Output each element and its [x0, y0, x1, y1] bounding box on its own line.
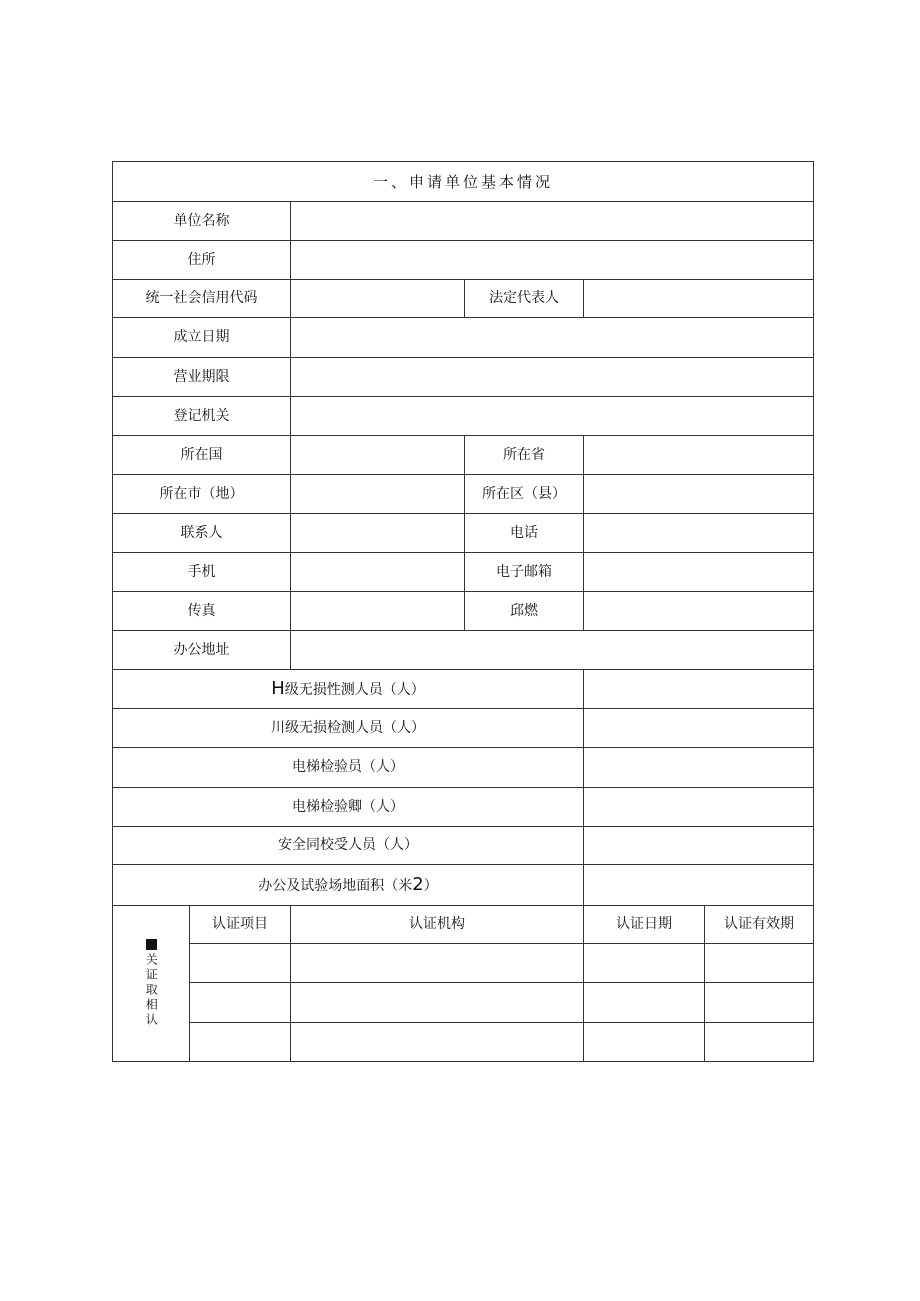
label-contact: 联系人	[113, 514, 291, 553]
field-level2-personnel[interactable]	[584, 670, 814, 709]
label-district: 所在区（县）	[465, 475, 584, 514]
label-area	[113, 865, 584, 906]
row-mobile-email	[113, 553, 814, 592]
header-cert-item: 认证项目	[190, 906, 291, 944]
label-elevator-senior: 电梯检验卿（人）	[113, 788, 584, 827]
certification-side-wrap	[113, 939, 189, 1028]
field-elevator-inspector[interactable]	[584, 748, 814, 788]
field-cert-validity-2[interactable]	[705, 983, 814, 1023]
header-cert-agency: 认证机构	[291, 906, 584, 944]
certification-side-label: 关证取相认	[144, 953, 159, 1028]
label-level2-personnel	[113, 670, 584, 709]
label-fax: 传真	[113, 592, 291, 631]
label-email: 电子邮箱	[465, 553, 584, 592]
label-legal-rep: 法定代表人	[465, 280, 584, 318]
label-address: 住所	[113, 241, 291, 280]
application-form-table	[112, 161, 814, 1062]
row-office-address	[113, 631, 814, 670]
field-credit-code[interactable]	[291, 280, 465, 318]
field-office-address[interactable]	[291, 631, 814, 670]
field-fax[interactable]	[291, 592, 465, 631]
row-country-province	[113, 436, 814, 475]
label-phone: 电话	[465, 514, 584, 553]
row-level2-personnel	[113, 670, 814, 709]
field-email[interactable]	[584, 553, 814, 592]
label-level3-personnel: 川级无损检测人员（人）	[113, 709, 584, 748]
label-elevator-inspector: 电梯检验员（人）	[113, 748, 584, 788]
field-elevator-senior[interactable]	[584, 788, 814, 827]
field-cert-date-2[interactable]	[584, 983, 705, 1023]
field-cert-agency-1[interactable]	[291, 944, 584, 983]
field-cert-validity-1[interactable]	[705, 944, 814, 983]
label-city: 所在市（地）	[113, 475, 291, 514]
table-row	[113, 983, 814, 1023]
label-country: 所在国	[113, 436, 291, 475]
field-cert-date-3[interactable]	[584, 1023, 705, 1062]
field-district[interactable]	[584, 475, 814, 514]
label-postcode: 邱燃	[465, 592, 584, 631]
row-area	[113, 865, 814, 906]
field-unit-name[interactable]	[291, 202, 814, 241]
section-title: 一、申请单位基本情况	[113, 162, 814, 202]
label-area-prefix: 办公及试验场地面积（米	[258, 878, 413, 895]
label-safety-valve: 安全同校受人员（人）	[113, 827, 584, 865]
label-level2-prefix: H	[271, 678, 285, 700]
field-safety-valve[interactable]	[584, 827, 814, 865]
header-cert-validity: 认证有效期	[705, 906, 814, 944]
field-mobile[interactable]	[291, 553, 465, 592]
row-contact-phone	[113, 514, 814, 553]
row-level3-personnel	[113, 709, 814, 748]
label-founding-date: 成立日期	[113, 318, 291, 358]
field-city[interactable]	[291, 475, 465, 514]
label-registration-authority: 登记机关	[113, 397, 291, 436]
field-province[interactable]	[584, 436, 814, 475]
field-phone[interactable]	[584, 514, 814, 553]
row-unit-name	[113, 202, 814, 241]
field-legal-rep[interactable]	[584, 280, 814, 318]
label-area-suffix: ）	[423, 878, 438, 895]
field-founding-date[interactable]	[291, 318, 814, 358]
row-credit-code	[113, 280, 814, 318]
field-business-term[interactable]	[291, 358, 814, 397]
label-province: 所在省	[465, 436, 584, 475]
label-unit-name: 单位名称	[113, 202, 291, 241]
field-postcode[interactable]	[584, 592, 814, 631]
field-registration-authority[interactable]	[291, 397, 814, 436]
row-business-term	[113, 358, 814, 397]
field-country[interactable]	[291, 436, 465, 475]
field-cert-date-1[interactable]	[584, 944, 705, 983]
label-business-term: 营业期限	[113, 358, 291, 397]
certification-header-row	[113, 906, 814, 944]
label-credit-code: 统一社会信用代码	[113, 280, 291, 318]
certification-side-cell	[113, 906, 190, 1062]
row-city-district	[113, 475, 814, 514]
label-office-address: 办公地址	[113, 631, 291, 670]
row-elevator-inspector	[113, 748, 814, 788]
field-contact[interactable]	[291, 514, 465, 553]
field-address[interactable]	[291, 241, 814, 280]
row-founding-date	[113, 318, 814, 358]
field-cert-item-1[interactable]	[190, 944, 291, 983]
row-address	[113, 241, 814, 280]
field-cert-item-3[interactable]	[190, 1023, 291, 1062]
row-safety-valve	[113, 827, 814, 865]
section-title-row	[113, 162, 814, 202]
table-row	[113, 944, 814, 983]
black-square-icon	[146, 939, 157, 950]
table-row	[113, 1023, 814, 1062]
label-area-sup: 2	[412, 874, 424, 896]
field-cert-agency-2[interactable]	[291, 983, 584, 1023]
field-cert-validity-3[interactable]	[705, 1023, 814, 1062]
field-cert-item-2[interactable]	[190, 983, 291, 1023]
row-elevator-senior	[113, 788, 814, 827]
field-area[interactable]	[584, 865, 814, 906]
row-registration-authority	[113, 397, 814, 436]
field-cert-agency-3[interactable]	[291, 1023, 584, 1062]
label-mobile: 手机	[113, 553, 291, 592]
field-level3-personnel[interactable]	[584, 709, 814, 748]
row-fax-postcode	[113, 592, 814, 631]
label-level2-rest: 级无损性测人员（人）	[284, 682, 425, 699]
header-cert-date: 认证日期	[584, 906, 705, 944]
